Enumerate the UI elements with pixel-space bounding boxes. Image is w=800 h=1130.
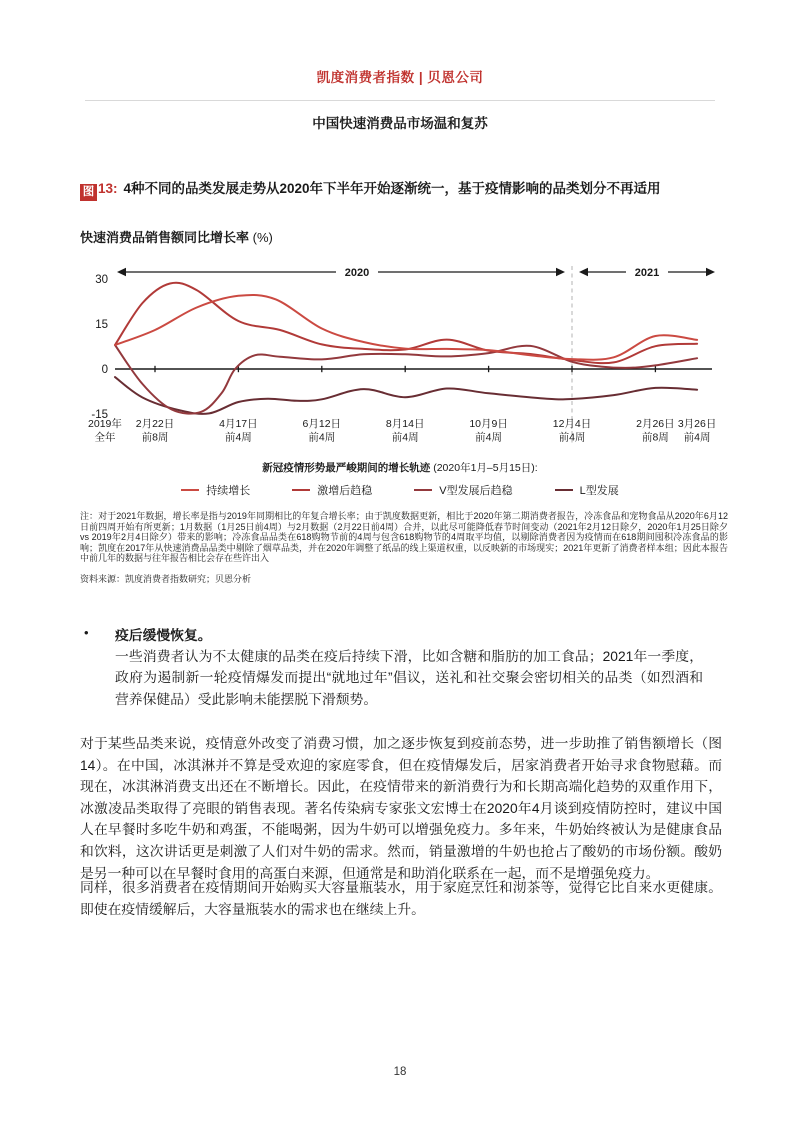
legend-line-swatch	[181, 489, 199, 492]
legend-item	[414, 482, 512, 498]
legend-label: 持续增长	[206, 485, 251, 497]
report-header: 凯度消费者指数 | 贝恩公司	[316, 70, 484, 85]
legend-title-normal: (2020年1月–5月15日):	[430, 462, 538, 474]
source-line: 资料来源：凯度消费者指数研究；贝恩分析	[80, 574, 252, 584]
figure-caption	[80, 177, 740, 201]
x-axis-tick-label: 3月26日前4周	[677, 418, 717, 444]
y-axis-tick-label: -15	[91, 409, 108, 421]
legend-label: V型发展后趋稳	[439, 485, 513, 497]
y-axis-tick-label: 15	[95, 319, 108, 331]
arrowhead-left-icon	[579, 268, 588, 276]
x-axis-tick-label: 2月26日前8周	[636, 418, 675, 444]
bullet-dot: •	[84, 625, 89, 640]
legend-title-bold: 新冠疫情形势最严峻期间的增长轨迹	[262, 462, 431, 474]
period-arrow-2020	[117, 268, 565, 276]
legend-line-swatch	[555, 489, 573, 492]
arrowhead-right-icon	[706, 268, 715, 276]
y-axis-tick-label: 0	[101, 364, 108, 376]
period-label-2020: 2020	[344, 267, 370, 279]
x-axis-tick-label: 10月9日前4周	[469, 418, 508, 444]
x-axis-tick-label: 2月22日前8周	[135, 418, 175, 444]
body-paragraph-2: 同样，很多消费者在疫情期间开始购买大容量瓶装水，用于家庭烹饪和沏茶等，觉得它比自来水更健康。即使在疫情缓解后，大容量瓶装水的需求也在继续上升。	[80, 880, 722, 917]
chart-title-unit: (%)	[249, 230, 273, 245]
bullet-item	[84, 625, 724, 710]
figure-number: 13:	[98, 181, 118, 196]
legend-item	[555, 482, 619, 498]
legend-line-swatch	[292, 489, 310, 492]
series-line-V型发展后趋稳	[115, 345, 697, 414]
x-axis-tick-label: 8月14日前4周	[385, 418, 425, 444]
header-divider	[85, 100, 715, 101]
report-subtitle: 中国快速消费品市场温和复苏	[312, 116, 488, 131]
chart-svg	[60, 254, 740, 452]
legend-title	[0, 460, 800, 475]
legend-label: L型发展	[579, 485, 619, 497]
x-axis-tick-label: 2019年全年	[88, 418, 122, 444]
footnote: 注：对于2021年数据，增长率是指与2019年同期相比的年复合增长率；由于凯度数据更新，相比于2020年第二期消费者报告，冷冻食品和宠物食品从2020年6月12日前四周开始有所更新；1月数据（1月25日前4周）与2月数据（2月22日前4周）合并，以此尽可能降低春节时间变动（2021年2月12日除夕，2020年1月25日除夕 vs 2019年2月4日除夕）带来的影响；冷冻食品品类在618购物节前的4周与包含618购物节的4周取平均值，以剔除消费者因为疫情而在618期间囤积冷冻食品的影响；凯度在2017年从快速消费品品类中剔除了烟草品类，并在2020年调整了纸品的线上渠道权重，以反映新的市场现实；2021年更新了消费者样本组；因此本报告中前几年的数据与往年报告相比会存在些许出入	[80, 511, 728, 564]
arrowhead-left-icon	[117, 268, 126, 276]
chart-title-text: 快速消费品销售额同比增长率	[80, 230, 250, 245]
legend-label: 激增后趋稳	[317, 485, 373, 497]
figure-label-box: 图	[80, 184, 97, 201]
line-chart	[60, 254, 740, 452]
series-line-L型发展	[115, 377, 697, 414]
page-number: 18	[393, 1066, 407, 1078]
body-paragraph-1: 对于某些品类来说，疫情意外改变了消费习惯，加之逐步恢复到疫前态势，进一步助推了销售额增长（图14）。在中国，冰淇淋并不算是受欢迎的家庭零食，但在疫情爆发后，居家消费者开始寻求食物慰藉。而现在，冰淇淋消费支出还在不断增长。因此，在疫情带来的新消费行为和长期高端化趋势的双重作用下，冰激凌品类取得了亮眼的销售表现。著名传染病专家张文宏博士在2020年4月谈到疫情防控时，建议中国人在早餐时多吃牛奶和鸡蛋，不能喝粥，因为牛奶可以增强免疫力。多年来，牛奶始终被认为是健康食品和饮料，这次讲话更是刺激了人们对牛奶的需求。然而，销量激增的牛奶也抢占了酸奶的市场份额。酸奶是另一种可以在早餐时食用的高蛋白来源，但通常是和助消化联系在一起，而不是增强免疫力。	[80, 736, 722, 881]
x-axis-tick-label: 6月12日前4周	[302, 418, 342, 444]
legend-line-swatch	[414, 489, 432, 492]
legend-item	[181, 482, 250, 498]
chart-legend	[0, 482, 800, 498]
chart-title	[80, 227, 273, 246]
x-axis-tick-label: 4月17日前4周	[219, 418, 258, 444]
series-line-激增后趋稳	[115, 283, 697, 363]
y-axis-tick-label: 30	[95, 274, 108, 286]
bullet-text: 一些消费者认为不太健康的品类在疫后持续下滑，比如含糖和脂肪的加工食品；2021年一季度，政府为遏制新一轮疫情爆发而提出“就地过年”倡议，送礼和社交聚会密切相关的品类（如烈酒和营养保健品）受此影响未能摆脱下滑颓势。	[115, 649, 703, 707]
bullet-content	[115, 625, 703, 710]
x-axis-tick-label: 12月4日前4周	[552, 418, 592, 444]
bullet-heading: 疫后缓慢恢复。	[115, 628, 212, 643]
legend-item	[292, 482, 372, 498]
figure-caption-text: 4种不同的品类发展走势从2020年下半年开始逐渐统一，基于疫情影响的品类划分不再适用	[123, 181, 661, 196]
arrowhead-right-icon	[556, 268, 565, 276]
period-label-2021: 2021	[634, 267, 660, 279]
